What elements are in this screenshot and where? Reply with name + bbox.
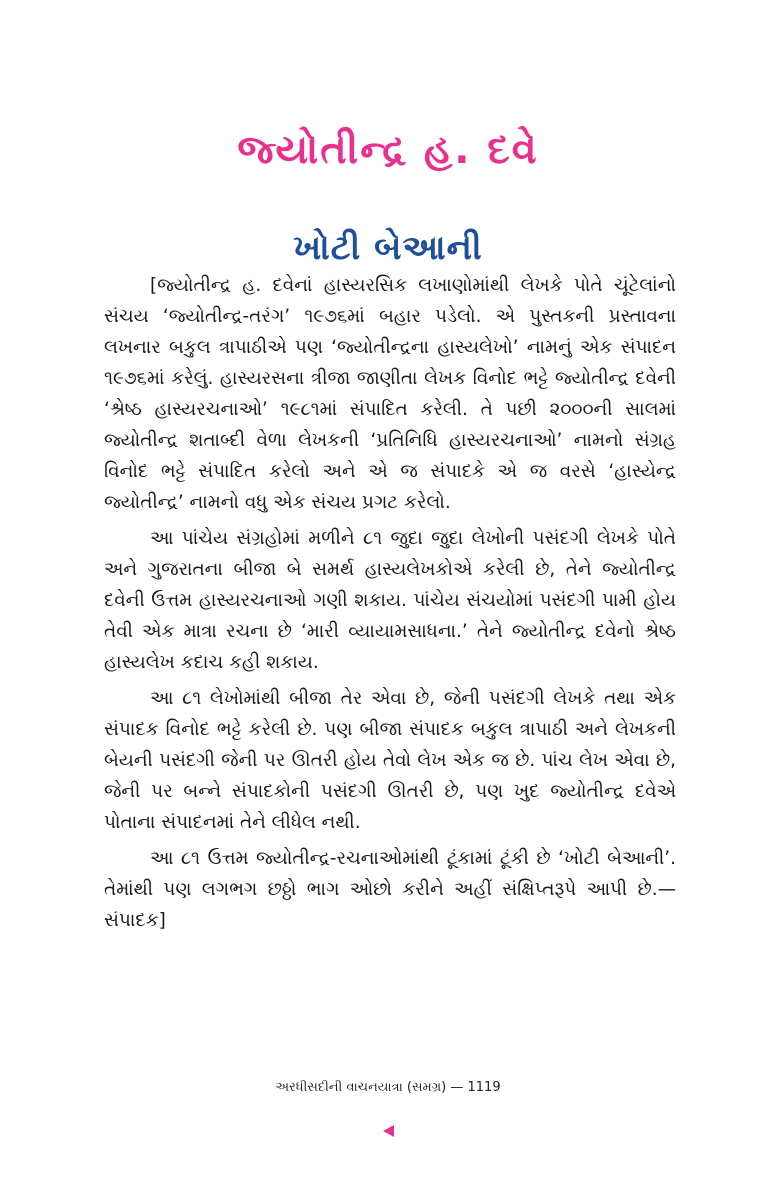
footer-page-number: 1119 — [467, 1080, 501, 1095]
paragraph-2: આ પાંચેય સંગ્રહોમાં મળીને ૮૧ જુદા જુદા લેખોની પસંદગી લેખકે પોતે અને ગુજરાતના બીજા બે સમર્થ હાસ્યલેખકોએ કરેલી છે, તેને જ્યોતીન્દ્ર દવેની ઉત્તમ હાસ્યરચનાઓ ગણી શકાય. પાંચેય સંચયોમાં પસંદગી પામી હોય તેવી એક માત્રા રચના છે ‘મારી વ્યાયામસાધના.’ તેને જ્યોતીન્દ્ર દવેનો શ્રેષ્ઠ હાસ્યલેખ કદાચ કહી શકાય. — [104, 528, 676, 673]
article-title: ખોટી બેઆની — [293, 228, 483, 269]
paragraph-3: આ ૮૧ લેખોમાંથી બીજા તેર એવા છે, જેની પસંદગી લેખકે તથા એક સંપાદક વિનોદ ભટ્ટે કરેલી છે. પણ બીજા સંપાદક બકુલ ત્રાપાઠી અને લેખકની બેયની પસંદગી જેની પર ઊતરી હોય તેવો લેખ એક જ છે. પાંચ લેખ એવા છે, જેની પર બન્ને સંપાદકોની પસંદગી ઊતરી છે, પણ ખુદ જ્યોતીન્દ્ર દવેએ પોતાના સંપાદનમાં તેને લીધેલ નથી. — [104, 688, 676, 833]
previous-page-arrow-icon — [383, 1125, 394, 1137]
page-footer — [0, 1080, 776, 1095]
paragraph-1: [જ્યોતીન્દ્ર હ. દવેનાં હાસ્યરસિક લખાણોમાંથી લેખકે પોતે ચૂંટેલાંનો સંચય ‘જ્યોતીન્દ્ર-તરંગ’ ૧૯૭૬માં બહાર પડેલો. એ પુસ્તકની પ્રસ્તાવના લખનાર બકુલ ત્રાપાઠીએ પણ ‘જ્યોતીન્દ્રના હાસ્યલેખો’ નામનું એક સંપાદન ૧૯૭૬માં કરેલું. હાસ્યરસના ત્રીજા જાણીતા લેખક વિનોદ ભટ્ટે જ્યોતીન્દ્ર દવેની ‘શ્રેષ્ઠ હાસ્યરચનાઓ’ ૧૯૮૧માં સંપાદિત કરેલી. તે પછી ૨૦૦૦ની સાલમાં જ્યોતીન્દ્ર શતાબ્દી વેળા લેખકની ‘પ્રતિનિધિ હાસ્યરચનાઓ’ નામનો સંગ્રહ વિનોદ ભટ્ટે સંપાદિત કરેલો અને એ જ સંપાદકે એ જ વરસે ‘હાસ્યેન્દ્ર જ્યોતીન્દ્ર’ નામનો વધુ એક સંચય પ્રગટ કરેલો. — [104, 275, 676, 513]
previous-page-button[interactable] — [378, 1121, 398, 1141]
footer-dash: — — [450, 1080, 464, 1095]
paragraph-4: આ ૮૧ ઉત્તમ જ્યોતીન્દ્ર-રચનાઓમાંથી ટૂંકામાં ટૂંકી છે ‘ખોટી બેઆની’. તેમાંથી પણ લગભગ છઠ્ઠો ભાગ ઓછો કરીને અહીં સંક્ષિપ્તરૂપે આપી છે.—સંપાદક] — [104, 848, 676, 931]
footer-book-title: અરધીસદીની વાચનયાત્રા (સમગ્ર) — [275, 1080, 447, 1095]
author-heading: જ્યોતીન્દ્ર હ. દવે — [237, 126, 539, 173]
editor-note — [104, 270, 676, 941]
